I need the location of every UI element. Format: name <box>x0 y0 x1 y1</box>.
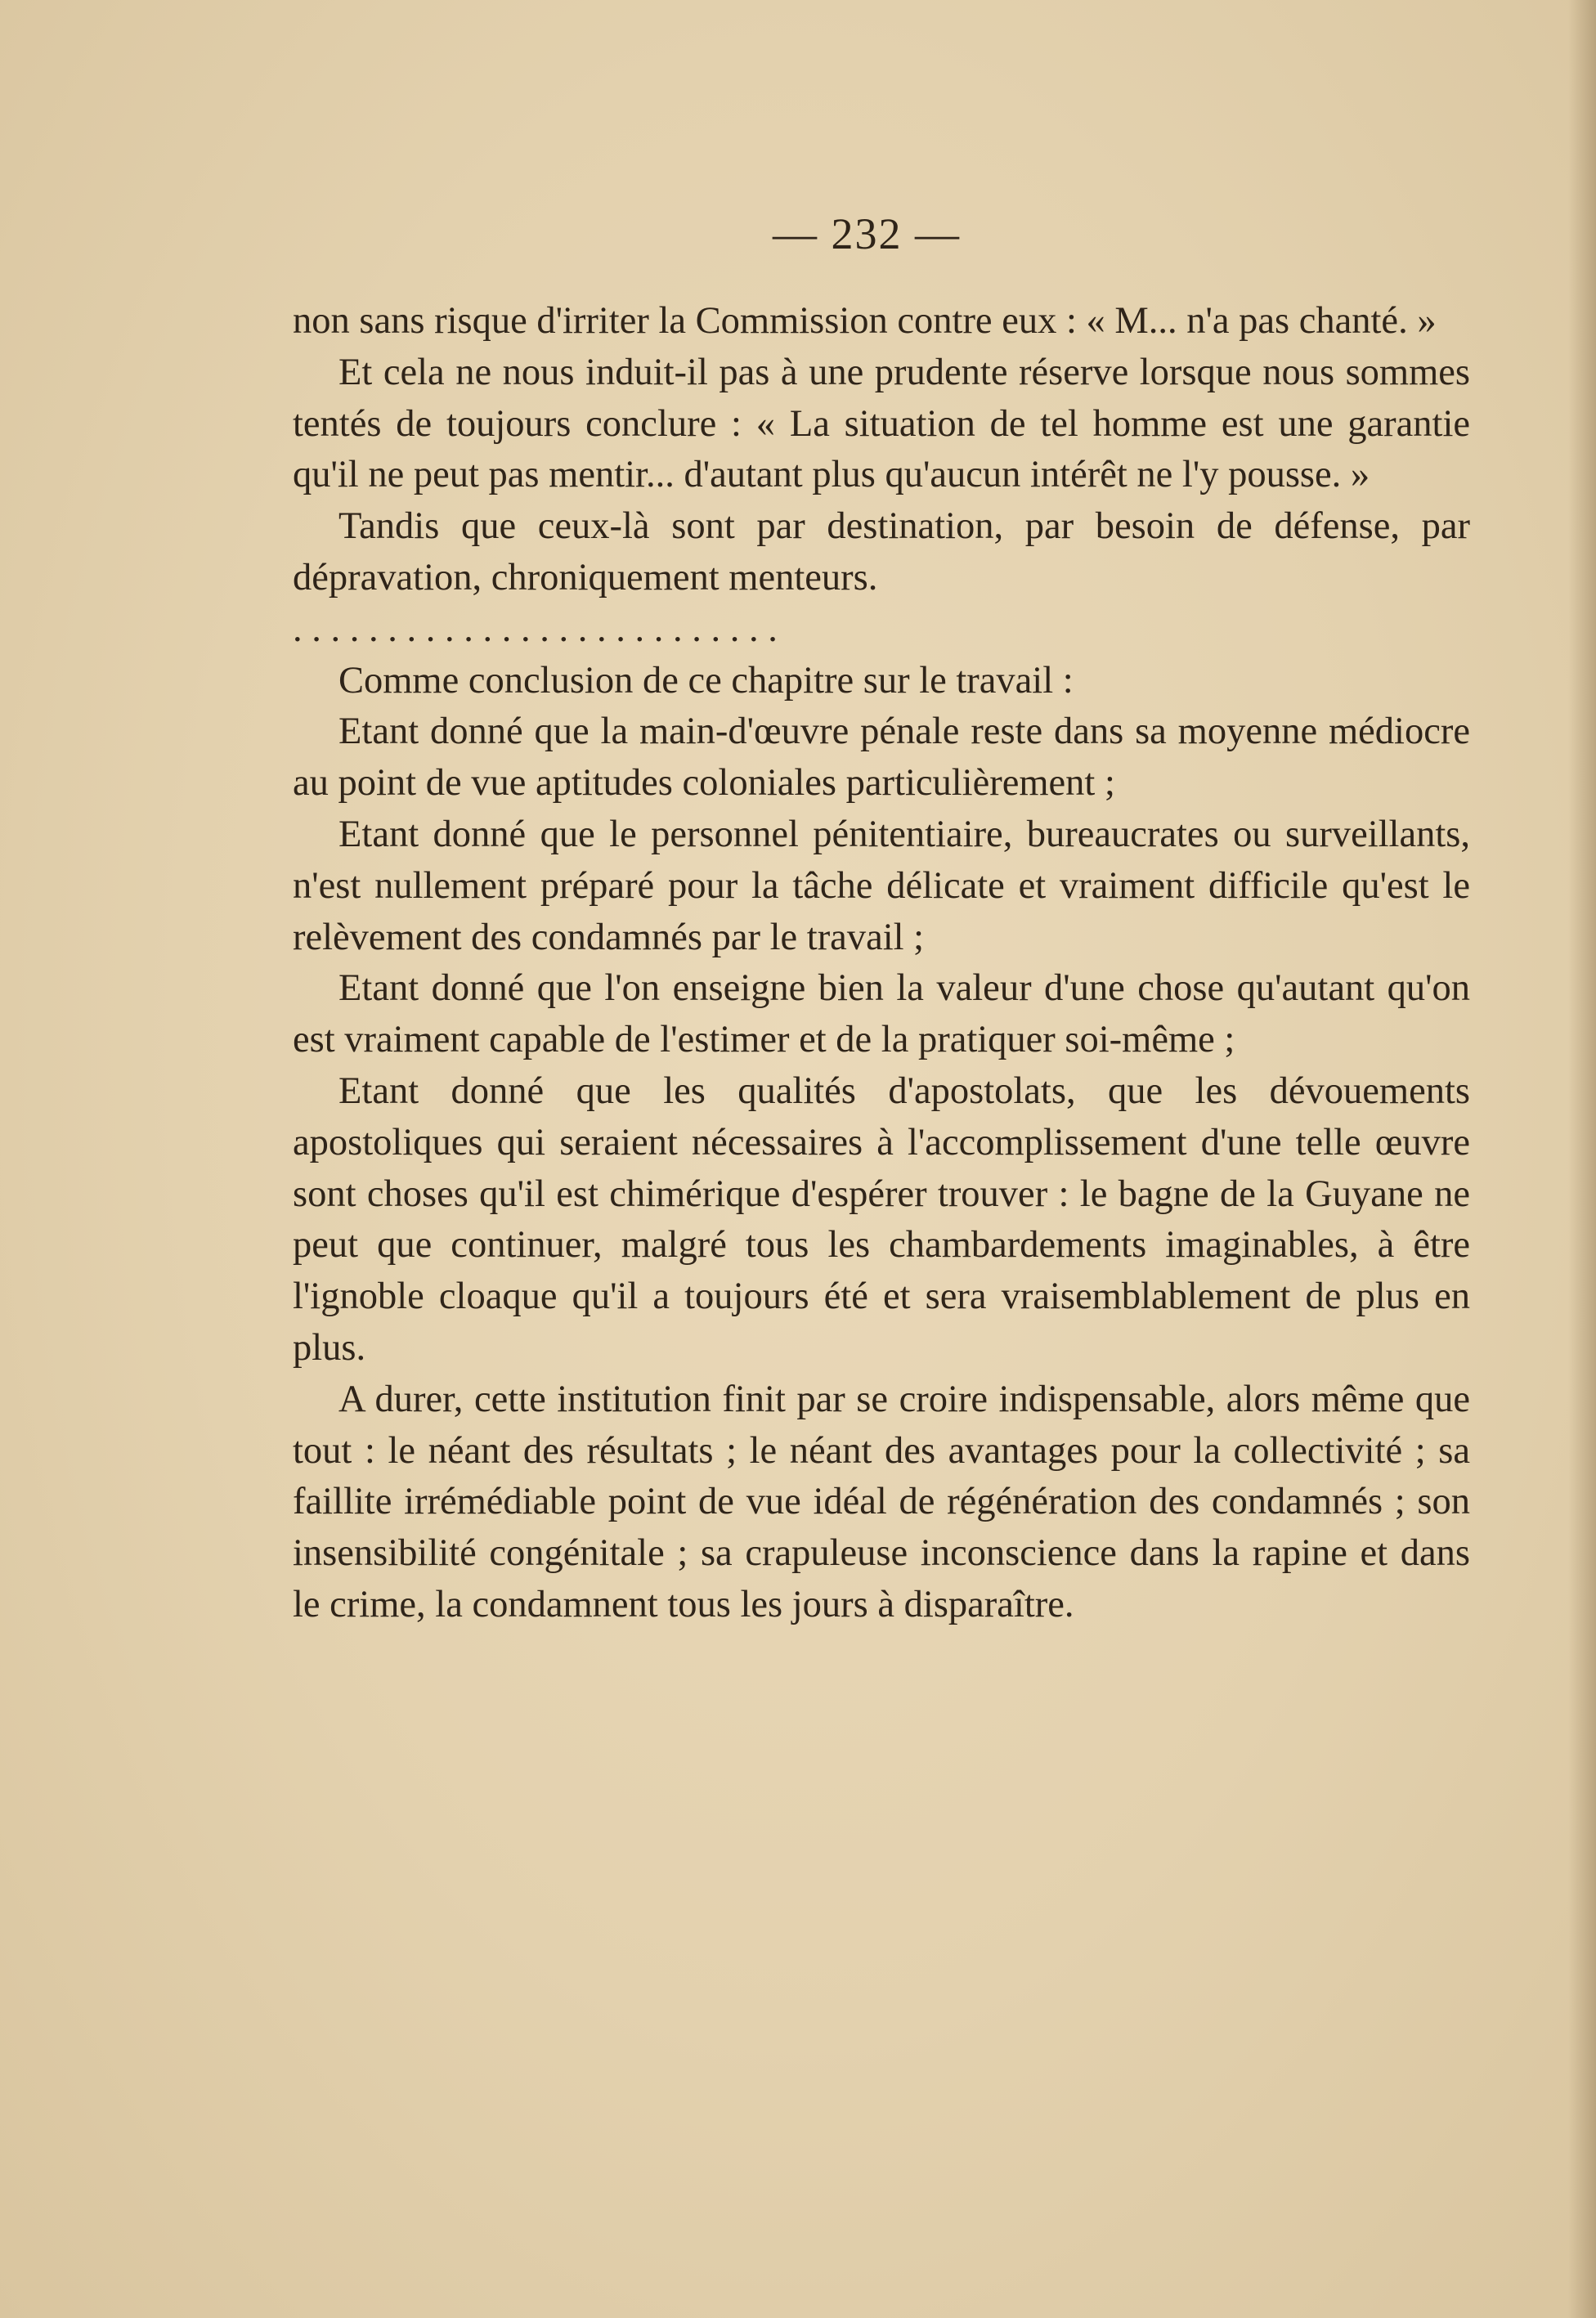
paragraph-1: non sans risque d'irriter la Commission contre eux : « M... n'a pas chanté. » <box>293 300 1437 342</box>
body-text <box>293 296 1470 1631</box>
paragraph-5: Etant donné que la main-d'œuvre pénale reste dans sa moyenne médiocre au point de vue aptitudes coloniales particulièrement ; <box>293 711 1470 805</box>
paragraph-3: Tandis que ceux-là sont par destination, par besoin de défense, par dépravation, chroniquement menteurs. <box>293 505 1470 599</box>
paragraph-7: Etant donné que l'on enseigne bien la valeur d'une chose qu'autant qu'on est vraiment capable de l'estimer et de la pratiquer soi-même ; <box>293 967 1470 1061</box>
page-edge-shadow <box>1568 0 1596 2318</box>
paragraph-4: Comme conclusion de ce chapitre sur le travail : <box>338 659 1074 702</box>
ellipsis-separator: . . . . . . . . . . . . . . . . . . . . . . . . . . <box>293 608 778 650</box>
paragraph-2: Et cela ne nous induit-il pas à une prudente réserve lorsque nous sommes tentés de toujours conclure : « La situation de tel homme est une garantie qu'il ne peut pas mentir... d'autant plus qu'aucun intérêt ne l'y pousse. » <box>293 351 1470 496</box>
paragraph-9: A durer, cette institution finit par se croire indispensable, alors même que tout : le néant des résultats ; le néant des avantages pour la collectivité ; sa faillite irrémédiable point de vue idéal de régénération des condamnés ; son insensibilité congénitale ; sa crapuleuse inconscience dans la rapine et dans le crime, la condamnent tous les jours à disparaître. <box>293 1378 1470 1625</box>
page-number: — 232 — <box>773 209 961 258</box>
paragraph-8: Etant donné que les qualités d'apostolats, que les dévouements apostoliques qui seraient nécessaires à l'accomplissement d'une telle œuvre sont choses qu'il est chimérique d'espérer trouver : le bagne de la Guyane ne peut que continuer, malgré tous les chambardements imaginables, à être l'ignoble cloaque qu'il a toujours été et sera vraisemblablement de plus en plus. <box>293 1069 1470 1369</box>
paragraph-6: Etant donné que le personnel pénitentiaire, bureaucrates ou surveillants, n'est nullement préparé pour la tâche délicate et vraiment difficile qu'est le relèvement des condamnés par le travail ; <box>293 813 1470 958</box>
